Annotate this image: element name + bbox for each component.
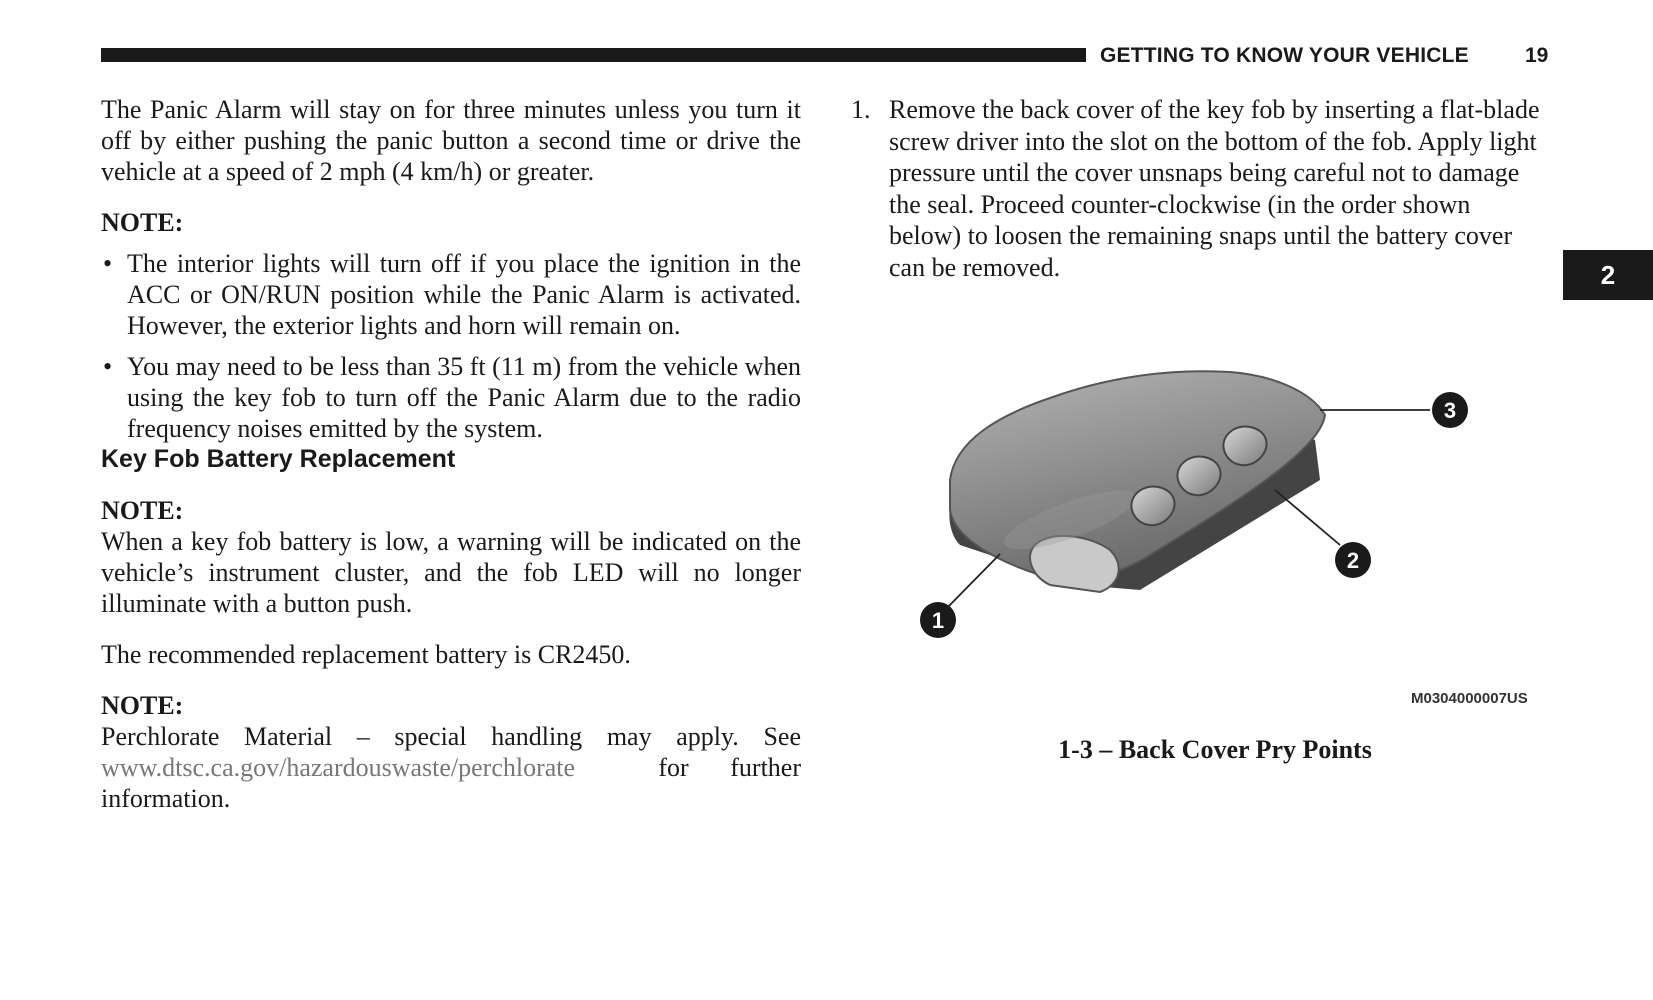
- perchlorate-link[interactable]: www.dtsc.ca.gov/hazardouswaste/perchlorate: [101, 753, 576, 782]
- low-battery-note: When a key fob battery is low, a warning will be indicated on the vehicle’s instrument cluster, and the fob LED will no longer illuminate with a button push.: [101, 527, 801, 618]
- note-bullet-list: [101, 248, 801, 444]
- fob-body: [949, 371, 1325, 592]
- note-label: NOTE:: [101, 208, 184, 237]
- key-fob-illustration: [931, 370, 1560, 700]
- svg-text:3: 3: [1443, 398, 1457, 423]
- right-column: [851, 94, 1548, 283]
- step-number: 1.: [851, 95, 871, 124]
- bullet-icon: •: [103, 352, 113, 381]
- svg-text:1: 1: [931, 608, 945, 633]
- callout-1: [920, 602, 956, 638]
- step-list: [851, 94, 1548, 283]
- callout-3: [1432, 392, 1468, 428]
- note-label: NOTE:: [101, 691, 184, 720]
- left-column: [101, 94, 801, 814]
- note-label: NOTE:: [101, 496, 184, 525]
- bullet-icon: •: [103, 249, 113, 278]
- figure-caption: 1-3 – Back Cover Pry Points: [1058, 735, 1372, 764]
- section-title: GETTING TO KNOW YOUR VEHICLE: [1100, 44, 1469, 67]
- panic-alarm-intro: The Panic Alarm will stay on for three minutes unless you turn it off by either pushing the panic button a second time or drive the vehicle at a speed of 2 mph (4 km/h) or greater.: [101, 95, 801, 186]
- step-item: [851, 94, 1548, 283]
- battery-type-text: The recommended replacement battery is CR2450.: [101, 640, 631, 669]
- callout-2: [1335, 542, 1371, 578]
- svg-text:2: 2: [1346, 548, 1360, 573]
- step-text: Remove the back cover of the key fob by inserting a flat-blade screw driver into the slot on the bottom of the fob. Apply light pressure until the cover unsnaps being careful not to damage the seal. Proceed counter-clockwise (in the order shown below) to loosen the remaining snaps until the battery cover can be removed.: [889, 95, 1540, 282]
- list-item: • You may need to be less than 35 ft (11 m) from the vehicle when using the key fob to turn off the Panic Alarm due to the radio frequency noises emitted by the system.: [103, 352, 801, 443]
- figure-id: M0304000007US: [1411, 690, 1528, 707]
- list-item: • The interior lights will turn off if you place the ignition in the ACC or ON/RUN position while the Panic Alarm is activated. However, the exterior lights and horn will remain on.: [103, 249, 801, 340]
- section-heading: Key Fob Battery Replacement: [101, 445, 456, 473]
- chapter-tab[interactable]: 2: [1563, 250, 1653, 300]
- header-rule: [101, 48, 1086, 62]
- page-number: 19: [1525, 44, 1549, 67]
- perchlorate-note: Perchlorate Material – special handling may apply. See www.dtsc.ca.gov/hazardouswaste/perchlorate for further information.: [101, 722, 802, 813]
